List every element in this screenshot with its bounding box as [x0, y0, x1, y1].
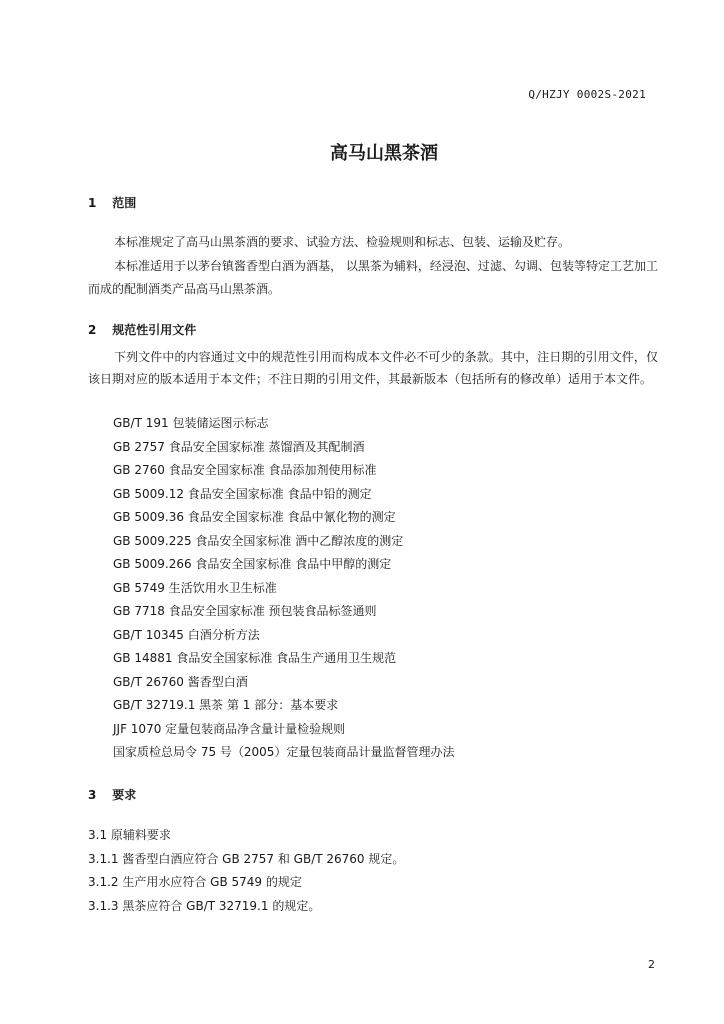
requirement-item: 3.1.2 生产用水应符合 GB 5749 的规定	[88, 875, 302, 889]
reference-item: GB 2757 食品安全国家标准 蒸馏酒及其配制酒	[113, 439, 365, 454]
scope-paragraph-2: 本标准适用于以茅台镇酱香型白酒为酒基， 以黑茶为辅料，经浸泡、过滤、勾调、包装等特定工艺加工而成的配制酒类产品高马山黑茶酒。	[88, 259, 658, 296]
requirements-list	[88, 824, 404, 918]
reference-item: GB 7718 食品安全国家标准 预包装食品标签通则	[113, 604, 377, 618]
section-heading-requirements	[88, 786, 136, 803]
reference-item: GB 5009.36 食品安全国家标准 食品中氰化物的测定	[113, 510, 396, 524]
section-heading-references	[88, 321, 196, 338]
section-title: 范围	[112, 196, 137, 210]
requirement-item: 3.1 原辅料要求	[88, 828, 171, 842]
requirement-item: 3.1.1 酱香型白酒应符合 GB 2757 和 GB/T 26760 规定。	[88, 851, 405, 866]
reference-item: GB 14881 食品安全国家标准 食品生产通用卫生规范	[113, 651, 397, 665]
document-title: 高马山黑茶酒	[330, 143, 438, 164]
page-number: 2	[648, 958, 655, 971]
reference-item: GB 5009.225 食品安全国家标准 酒中乙醇浓度的测定	[113, 533, 404, 548]
section-number: 3	[88, 788, 97, 802]
section-title: 规范性引用文件	[112, 323, 197, 337]
references-intro: 下列文件中的内容通过文中的规范性引用而构成本文件必不可少的条款。其中，注日期的引用文件，仅该日期对应的版本适用于本文件；不注日期的引用文件，其最新版本（包括所有的修改单）适用于本文件。	[88, 350, 658, 386]
section-title: 要求	[112, 788, 137, 802]
reference-item: GB/T 32719.1 黑茶 第 1 部分：基本要求	[113, 698, 339, 712]
reference-item: GB 2760 食品安全国家标准 食品添加剂使用标准	[113, 463, 377, 477]
reference-item: GB 5749 生活饮用水卫生标准	[113, 580, 277, 595]
reference-item: GB 5009.12 食品安全国家标准 食品中铅的测定	[113, 486, 372, 501]
reference-item: 国家质检总局令 75 号（2005）定量包装商品计量监督管理办法	[113, 745, 455, 759]
scope-paragraph-1: 本标准规定了高马山黑茶酒的要求、试验方法、检验规则和标志、包装、运输及贮存。	[114, 235, 571, 249]
reference-item: GB/T 26760 酱香型白酒	[113, 674, 248, 689]
document-code: Q/HZJY 0002S-2021	[528, 88, 646, 101]
reference-list	[113, 412, 454, 765]
reference-item: JJF 1070 定量包装商品净含量计量检验规则	[113, 721, 346, 736]
reference-item: GB/T 191 包装储运图示标志	[113, 416, 269, 430]
reference-item: GB/T 10345 白酒分析方法	[113, 627, 260, 642]
section-number: 2	[88, 323, 97, 337]
requirement-item: 3.1.3 黑茶应符合 GB/T 32719.1 的规定。	[88, 898, 321, 913]
reference-item: GB 5009.266 食品安全国家标准 食品中甲醇的测定	[113, 557, 392, 571]
section-heading-scope	[88, 194, 136, 211]
section-number: 1	[88, 196, 97, 210]
